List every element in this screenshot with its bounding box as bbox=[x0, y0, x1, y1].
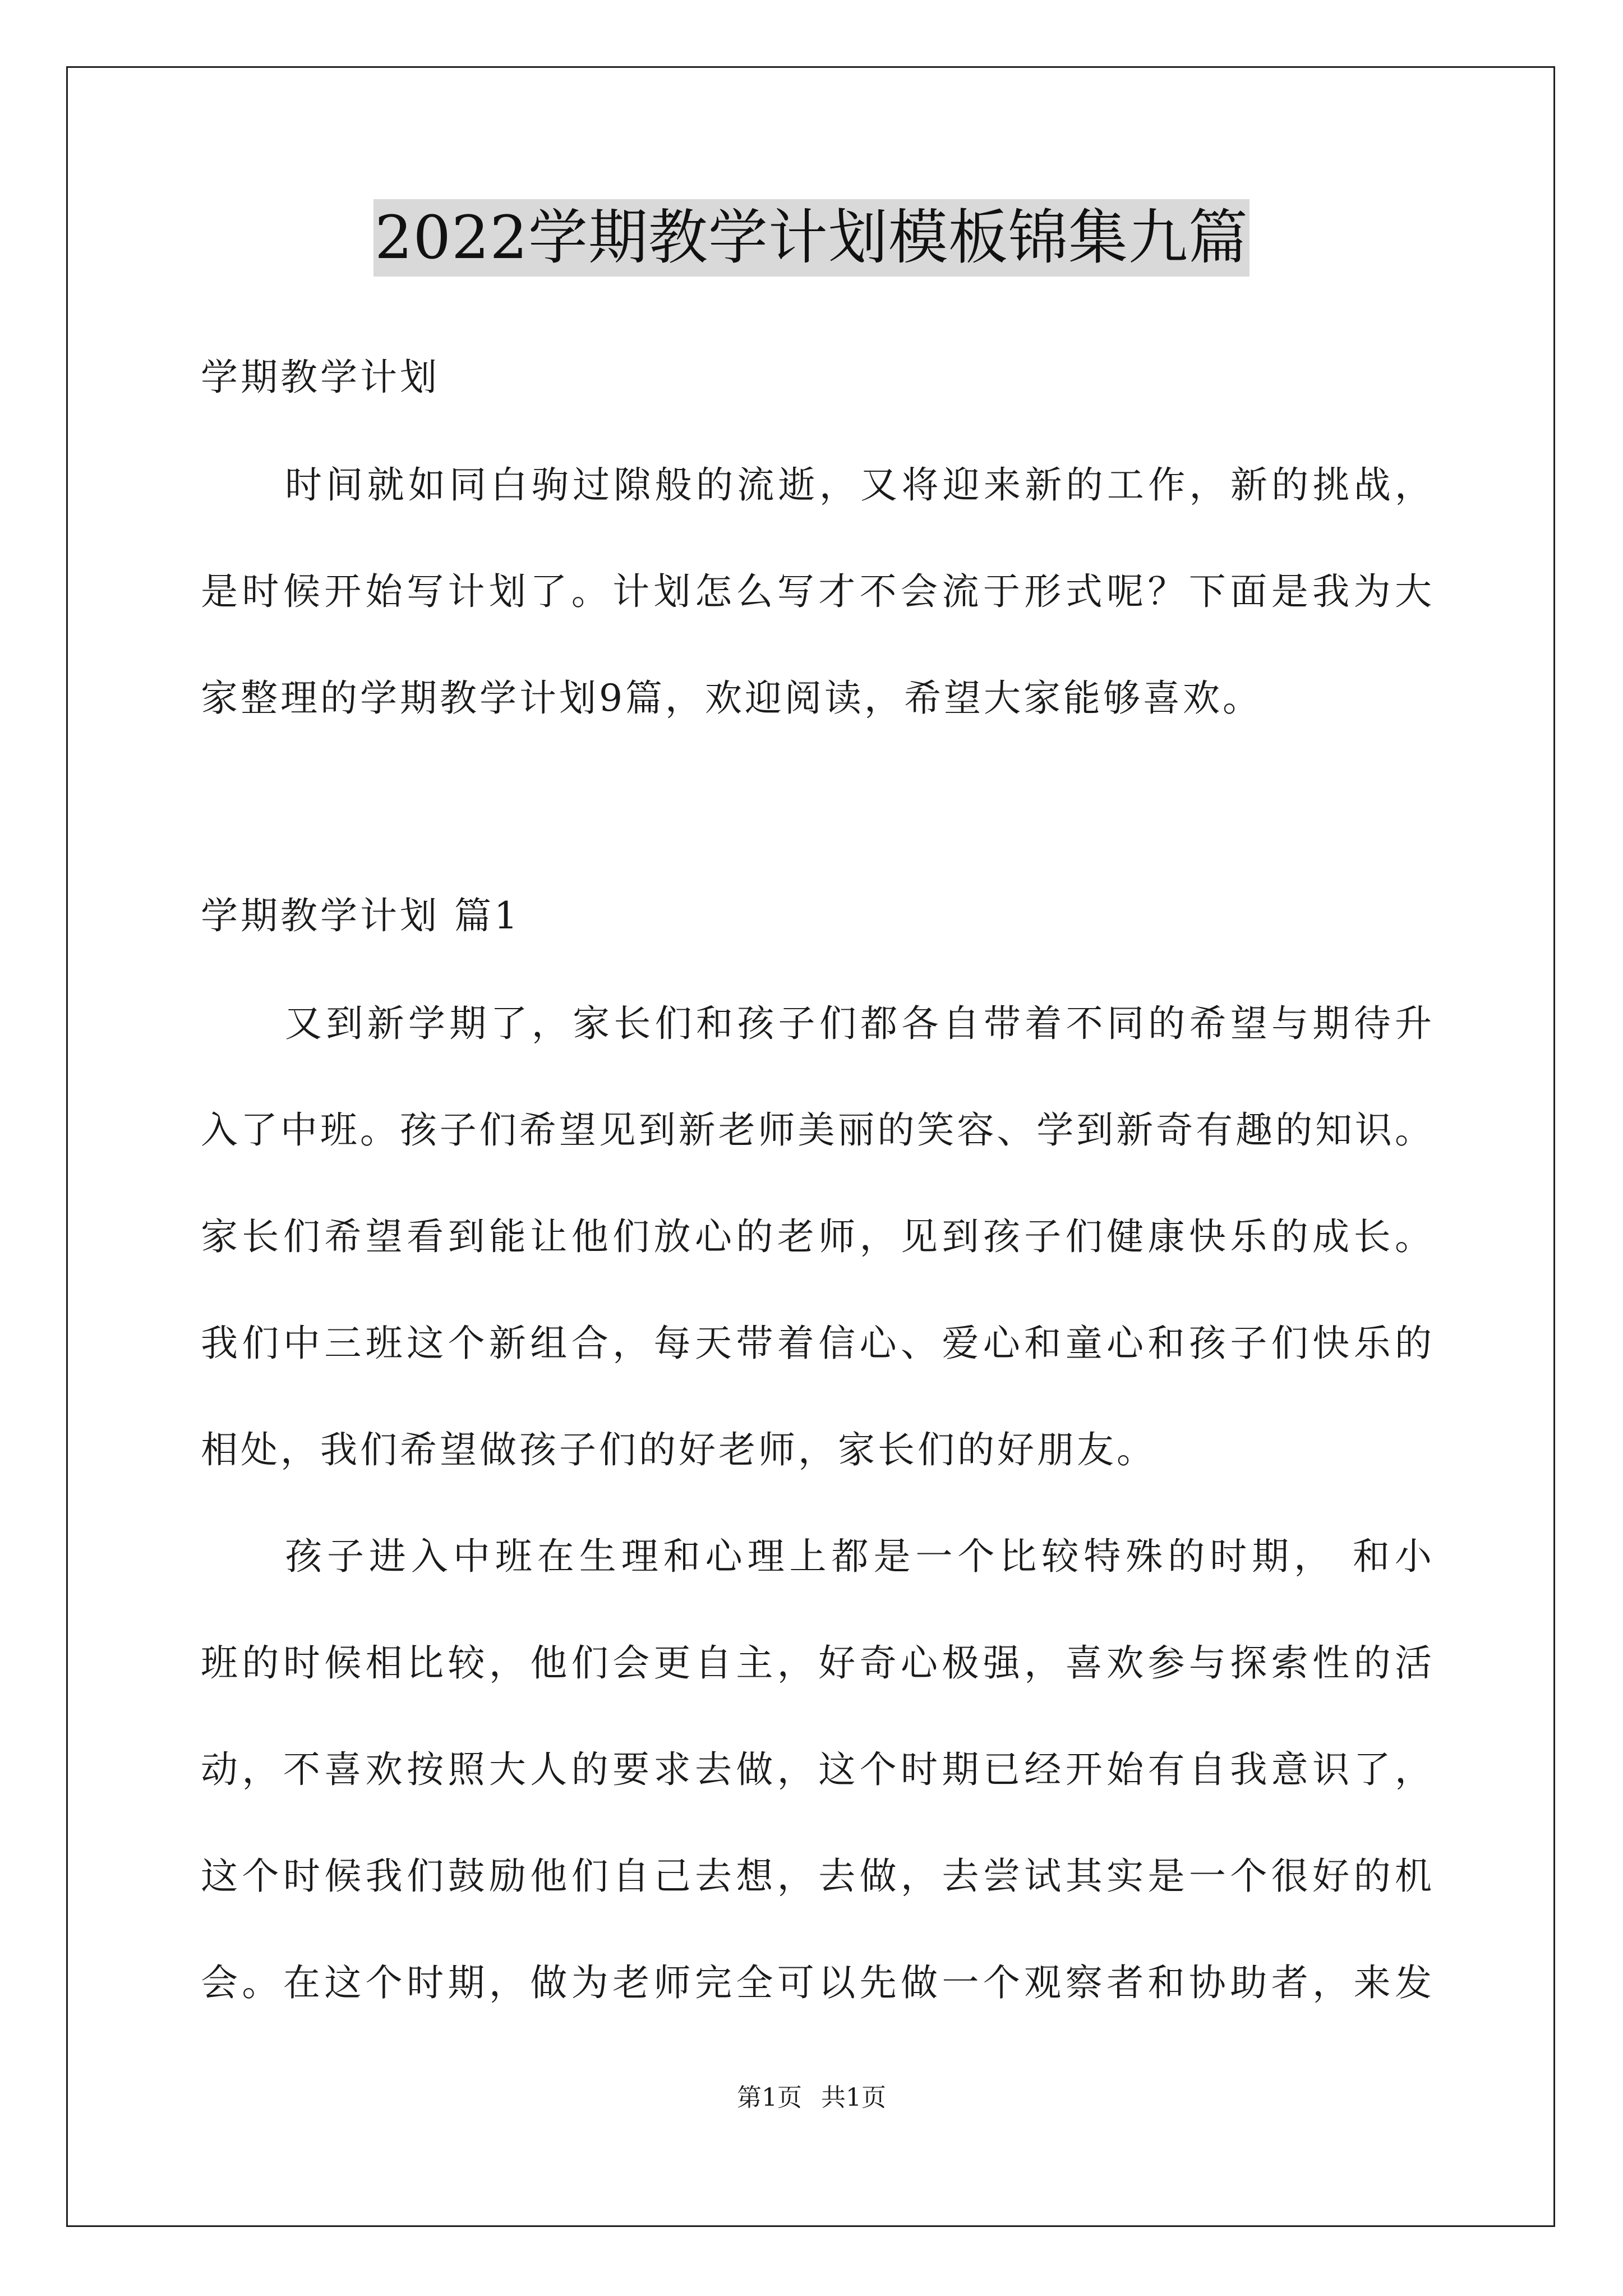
intro-paragraph-line-1: 时间就如同白驹过隙般的流逝，又将迎来新的工作，新的挑战， bbox=[285, 463, 1432, 507]
document-title: 2022学期教学计划模板锦集九篇 bbox=[374, 199, 1249, 277]
section1-paragraph1-line-3: 家长们希望看到能让他们放心的老师，见到孩子们健康快乐的成长。 bbox=[201, 1215, 1432, 1258]
page-footer bbox=[0, 2081, 1623, 2115]
page-number-current: 第1页 bbox=[737, 2083, 802, 2112]
page-number-total: 共1页 bbox=[821, 2083, 886, 2112]
intro-heading: 学期教学计划 bbox=[201, 356, 440, 399]
intro-paragraph-line-3: 家整理的学期教学计划9篇，欢迎阅读，希望大家能够喜欢。 bbox=[201, 677, 1262, 720]
section1-paragraph2-line-4: 这个时候我们鼓励他们自己去想，去做，去尝试其实是一个很好的机 bbox=[201, 1855, 1432, 1898]
section1-paragraph2-line-3: 动，不喜欢按照大人的要求去做，这个时期已经开始有自我意识了， bbox=[201, 1748, 1432, 1791]
section1-paragraph2-line-5: 会。在这个时期，做为老师完全可以先做一个观察者和协助者，来发 bbox=[201, 1961, 1432, 2004]
intro-paragraph-line-2: 是时候开始写计划了。计划怎么写才不会流于形式呢？下面是我为大 bbox=[201, 570, 1432, 613]
section1-heading: 学期教学计划 篇1 bbox=[201, 894, 520, 937]
section1-paragraph1-line-4: 我们中三班这个新组合，每天带着信心、爱心和童心和孩子们快乐的 bbox=[201, 1322, 1432, 1365]
section1-paragraph2-line-2: 班的时候相比较，他们会更自主，好奇心极强，喜欢参与探索性的活 bbox=[201, 1641, 1432, 1685]
section1-paragraph1-line-2: 入了中班。孩子们希望见到新老师美丽的笑容、学到新奇有趣的知识。 bbox=[201, 1108, 1432, 1152]
title-container bbox=[0, 199, 1623, 277]
section1-paragraph2-line-1: 孩子进入中班在生理和心理上都是一个比较特殊的时期， 和小 bbox=[285, 1535, 1432, 1578]
section1-paragraph1-line-1: 又到新学期了，家长们和孩子们都各自带着不同的希望与期待升 bbox=[285, 1002, 1432, 1045]
section1-paragraph1-line-5: 相处，我们希望做孩子们的好老师，家长们的好朋友。 bbox=[201, 1428, 1156, 1471]
